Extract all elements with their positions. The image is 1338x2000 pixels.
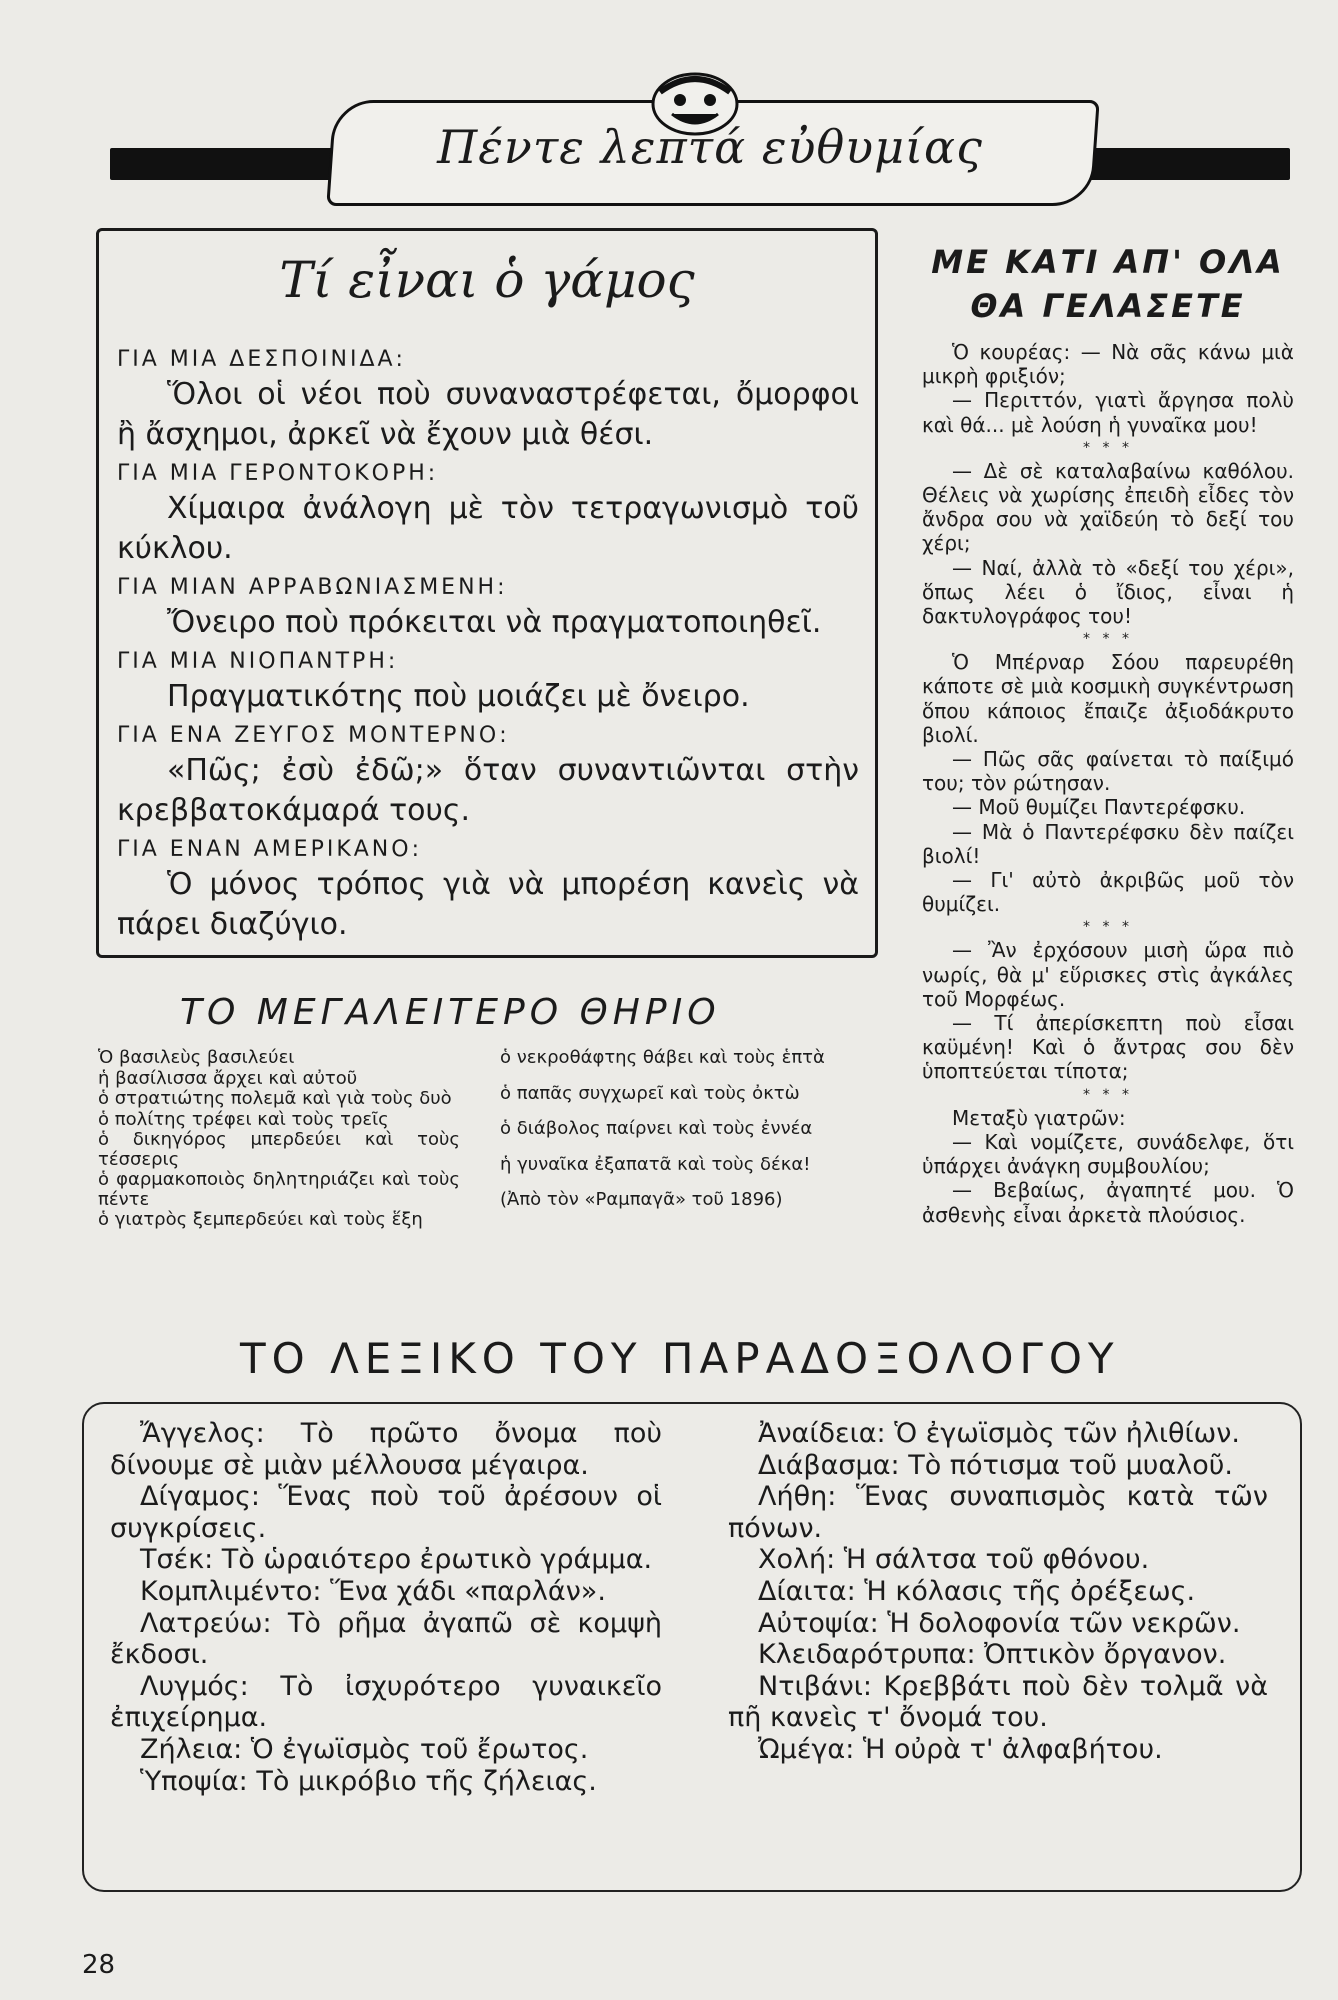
therio-title: ΤΟ ΜΕΓΑΛΕΙΤΕΡΟ ΘΗΡΙΟ [180, 992, 721, 1033]
therio-line: ὁ γιατρὸς ξεμπερδεύει καὶ τοὺς ἕξη [98, 1209, 423, 1230]
entry-text: Πραγματικότης ποὺ μοιάζει μὲ ὄνειρο. [167, 679, 750, 714]
entry-text: Ὅλοι οἱ νέοι ποὺ συναναστρέφεται, ὄμορφοι ἢ ἄσχημοι, ἀρκεῖ νὰ ἔχουν μιὰ θέσι. [117, 377, 859, 452]
lexiko-right-column [728, 1418, 1268, 1766]
joke-paragraph: Μεταξὺ γιατρῶν: [952, 1105, 1126, 1130]
therio-line: ὁ παπᾶς συγχωρεῖ καὶ τοὺς ὀκτὼ [500, 1082, 800, 1104]
lexiko-entry: Ὠμέγα: Ἡ οὐρὰ τ' ἀλφαβήτου. [758, 1733, 1163, 1765]
lexiko-entry: Λατρεύω: Τὸ ρῆμα ἀγαπῶ σὲ κομψὴ ἔκδοσι. [110, 1607, 662, 1671]
gamos-entry [117, 345, 859, 455]
lexiko-entry: Ἀναίδεια: Ὁ ἐγωϊσμὸς τῶν ἠλιθίων. [758, 1418, 1240, 1449]
lexiko-entry: Λυγμός: Τὸ ἰσχυρότερο γυναικεῖο ἐπιχείρημα. [110, 1670, 662, 1734]
therio-line: ὁ φαρμακοποιὸς δηλητηριάζει καὶ τοὺς πέντε [98, 1169, 460, 1210]
entry-label: ΓΙΑ ΕΝΑ ΖΕΥΓΟΣ ΜΟΝΤΕΡΝΟ: [117, 723, 510, 748]
section-separator: * * * [1083, 919, 1133, 936]
therio-line: Ὁ βασιλεὺς βασιλεύει [98, 1047, 295, 1068]
jokes-column [922, 240, 1294, 1227]
joke-paragraph: — Μὰ ὁ Παντερέφσκυ δὲν παίζει βιολί! [922, 819, 1294, 868]
therio-line: ἡ γυναῖκα ἐξαπατᾶ καὶ τοὺς δέκα! [500, 1153, 811, 1175]
lexiko-left-column [110, 1418, 662, 1797]
lexiko-entry: Αὐτοψία: Ἡ δολοφονία τῶν νεκρῶν. [758, 1607, 1241, 1639]
therio-line: ὁ δικηγόρος μπερδεύει καὶ τοὺς τέσσερις [98, 1129, 460, 1170]
joke-paragraph: — Περιττόν, γιατὶ ἄργησα πολὺ καὶ θά... μὲ λούση ἡ γυναῖκα μου! [922, 388, 1294, 437]
entry-label: ΓΙΑ ΜΙΑΝ ΑΡΡΑΒΩΝΙΑΣΜΕΝΗ: [117, 575, 508, 600]
lexiko-entry: Κομπλιμέντο: Ἕνα χάδι «παρλάν». [140, 1575, 606, 1607]
therio-line: ὁ πολίτης τρέφει καὶ τοὺς τρεῖς [98, 1108, 389, 1130]
gamos-entry [117, 835, 859, 945]
therio-line: ὁ διάβολος παίρνει καὶ τοὺς ἐννέα [500, 1118, 813, 1139]
gamos-entry [117, 573, 859, 643]
jokes-title-line: ΘΑ ΓΕΛΑΣΕΤΕ [970, 287, 1246, 325]
therio-right-column [500, 1048, 880, 1210]
jokes-title-line: ΜΕ ΚΑΤΙ ΑΠ' ΟΛΑ [931, 243, 1285, 281]
jokes-body [922, 340, 1294, 1227]
therio-line: ὁ νεκροθάφτης θάβει καὶ τοὺς ἑπτὰ [500, 1047, 825, 1068]
gamos-box [96, 228, 878, 958]
joke-paragraph: Ὁ κουρέας: — Νὰ σᾶς κάνω μιὰ μικρὴ φριξιόν; [922, 340, 1294, 389]
section-separator: * * * [1083, 631, 1133, 648]
therio-source: (Ἀπὸ τὸν «Ραμπαγᾶ» τοῦ 1896) [500, 1189, 783, 1210]
lexiko-entry: Ἄγγελος: Τὸ πρῶτο ὄνομα ποὺ δίνουμε σὲ μιὰν μέλλουσα μέγαιρα. [110, 1418, 662, 1481]
gamos-entry [117, 647, 859, 717]
banner-title: Πέντε λεπτά εὐθυμίας [437, 120, 983, 174]
therio-line: ἡ βασίλισσα ἄρχει καὶ αὐτοῦ [98, 1067, 358, 1089]
section-separator: * * * [1083, 439, 1133, 456]
lexiko-entry: Ντιβάνι: Κρεββάτι ποὺ δὲν τολμᾶ νὰ πῆ κανεὶς τ' ὄνομά του. [728, 1670, 1268, 1734]
entry-label: ΓΙΑ ΜΙΑ ΔΕΣΠΟΙΝΙΔΑ: [117, 347, 406, 372]
entry-text: Ὁ μόνος τρόπος γιὰ νὰ μπορέση κανεὶς νὰ πάρει διαζύγιο. [117, 867, 859, 942]
jokes-title [922, 240, 1294, 328]
joke-paragraph: — Καὶ νομίζετε, συνάδελφε, ὅτι ὑπάρχει ἀνάγκη συμβουλίου; [922, 1129, 1294, 1179]
joke-paragraph: — Βεβαίως, ἀγαπητέ μου. Ὁ ἀσθενὴς εἶναι ἀρκετὰ πλούσιος. [922, 1178, 1294, 1227]
joke-paragraph: — Πῶς σᾶς φαίνεται τὸ παίξιμό του; τὸν ρώτησαν. [922, 747, 1294, 796]
entry-label: ΓΙΑ ΜΙΑ ΓΕΡΟΝΤΟΚΟΡΗ: [117, 461, 439, 486]
section-separator: * * * [1083, 1086, 1133, 1103]
page-number: 28 [82, 1950, 116, 1980]
lexiko-entry: Κλειδαρότρυπα: Ὀπτικὸν ὄργανον. [758, 1639, 1227, 1671]
lexiko-entry: Διάβασμα: Τὸ πότισμα τοῦ μυαλοῦ. [758, 1449, 1233, 1481]
lexiko-entry: Χολή: Ἡ σάλτσα τοῦ φθόνου. [758, 1544, 1150, 1576]
entry-text: «Πῶς; ἐσὺ ἐδῶ;» ὅταν συναντιῶνται στὴν κρεββατοκάμαρά τους. [117, 753, 859, 828]
lexiko-title: ΤΟ ΛΕΞΙΚΟ ΤΟΥ ΠΑΡΑΔΟΞΟΛΟΓΟΥ [240, 1334, 1120, 1383]
gamos-entries [117, 341, 859, 947]
lexiko-entry: Δίγαμος: Ἕνας ποὺ τοῦ ἀρέσουν οἱ συγκρίσεις. [110, 1481, 662, 1544]
lexiko-entry: Ὑποψία: Τὸ μικρόβιο τῆς ζήλειας. [140, 1765, 597, 1797]
header-banner [110, 70, 1290, 190]
entry-text: Ὄνειρο ποὺ πρόκειται νὰ πραγματοποιηθεῖ. [167, 605, 822, 640]
gamos-title: Τί εἶναι ὁ γάμος [279, 251, 695, 309]
gamos-entry [117, 459, 859, 569]
joke-paragraph: — Ἂν ἐρχόσουν μισὴ ὥρα πιὸ νωρίς, θὰ μ' εὕρισκες στὶς ἀγκάλες τοῦ Μορφέως. [922, 938, 1294, 1011]
lexiko-entry: Λήθη: Ἕνας συναπισμὸς κατὰ τῶν πόνων. [728, 1481, 1268, 1544]
joke-paragraph: — Δὲ σὲ καταλαβαίνω καθόλου. Θέλεις νὰ χωρίσης ἐπειδὴ εἶδες τὸν ἄνδρα σου νὰ χαϊδεύη τὸ δεξί του χέρι; [922, 458, 1294, 556]
gamos-entry [117, 721, 859, 831]
joke-paragraph: — Τί ἀπερίσκεπτη ποὺ εἶσαι καϋμένη! Καὶ ὁ ἄντρας σου δὲν ὑποπτεύεται τίποτα; [922, 1011, 1294, 1084]
joke-paragraph: Ὁ Μπέρναρ Σόου παρευρέθη κάποτε σὲ μιὰ κοσμικὴ συγκέντρωση ὅπου κάποιος ἔπαιζε ἀξιοδάκρυτο βιολί. [922, 650, 1294, 747]
entry-text: Χίμαιρα ἀνάλογη μὲ τὸν τετραγωνισμὸ τοῦ κύκλου. [117, 491, 859, 566]
therio-left-column [98, 1048, 460, 1231]
lexiko-entry: Ζήλεια: Ὁ ἐγωϊσμὸς τοῦ ἔρωτος. [140, 1733, 589, 1765]
lexiko-entry: Τσέκ: Τὸ ὡραιότερο ἐρωτικὸ γράμμα. [140, 1544, 653, 1576]
joke-paragraph: — Μοῦ θυμίζει Παντερέφσκυ. [952, 795, 1246, 820]
entry-label: ΓΙΑ ΕΝΑΝ ΑΜΕΡΙΚΑΝΟ: [117, 837, 422, 862]
therio-line: ὁ στρατιώτης πολεμᾶ καὶ γιὰ τοὺς δυὸ [98, 1088, 452, 1109]
joke-paragraph: — Γι' αὐτὸ ἀκριβῶς μοῦ τὸν θυμίζει. [922, 868, 1294, 917]
entry-label: ΓΙΑ ΜΙΑ ΝΙΟΠΑΝΤΡΗ: [117, 649, 399, 674]
joke-paragraph: — Ναί, ἀλλὰ τὸ «δεξί του χέρι», ὅπως λέει ὁ ἴδιος, εἶναι ἡ δακτυλογράφος του! [922, 555, 1294, 629]
lexiko-entry: Δίαιτα: Ἡ κόλασις τῆς ὀρέξεως. [758, 1575, 1196, 1607]
